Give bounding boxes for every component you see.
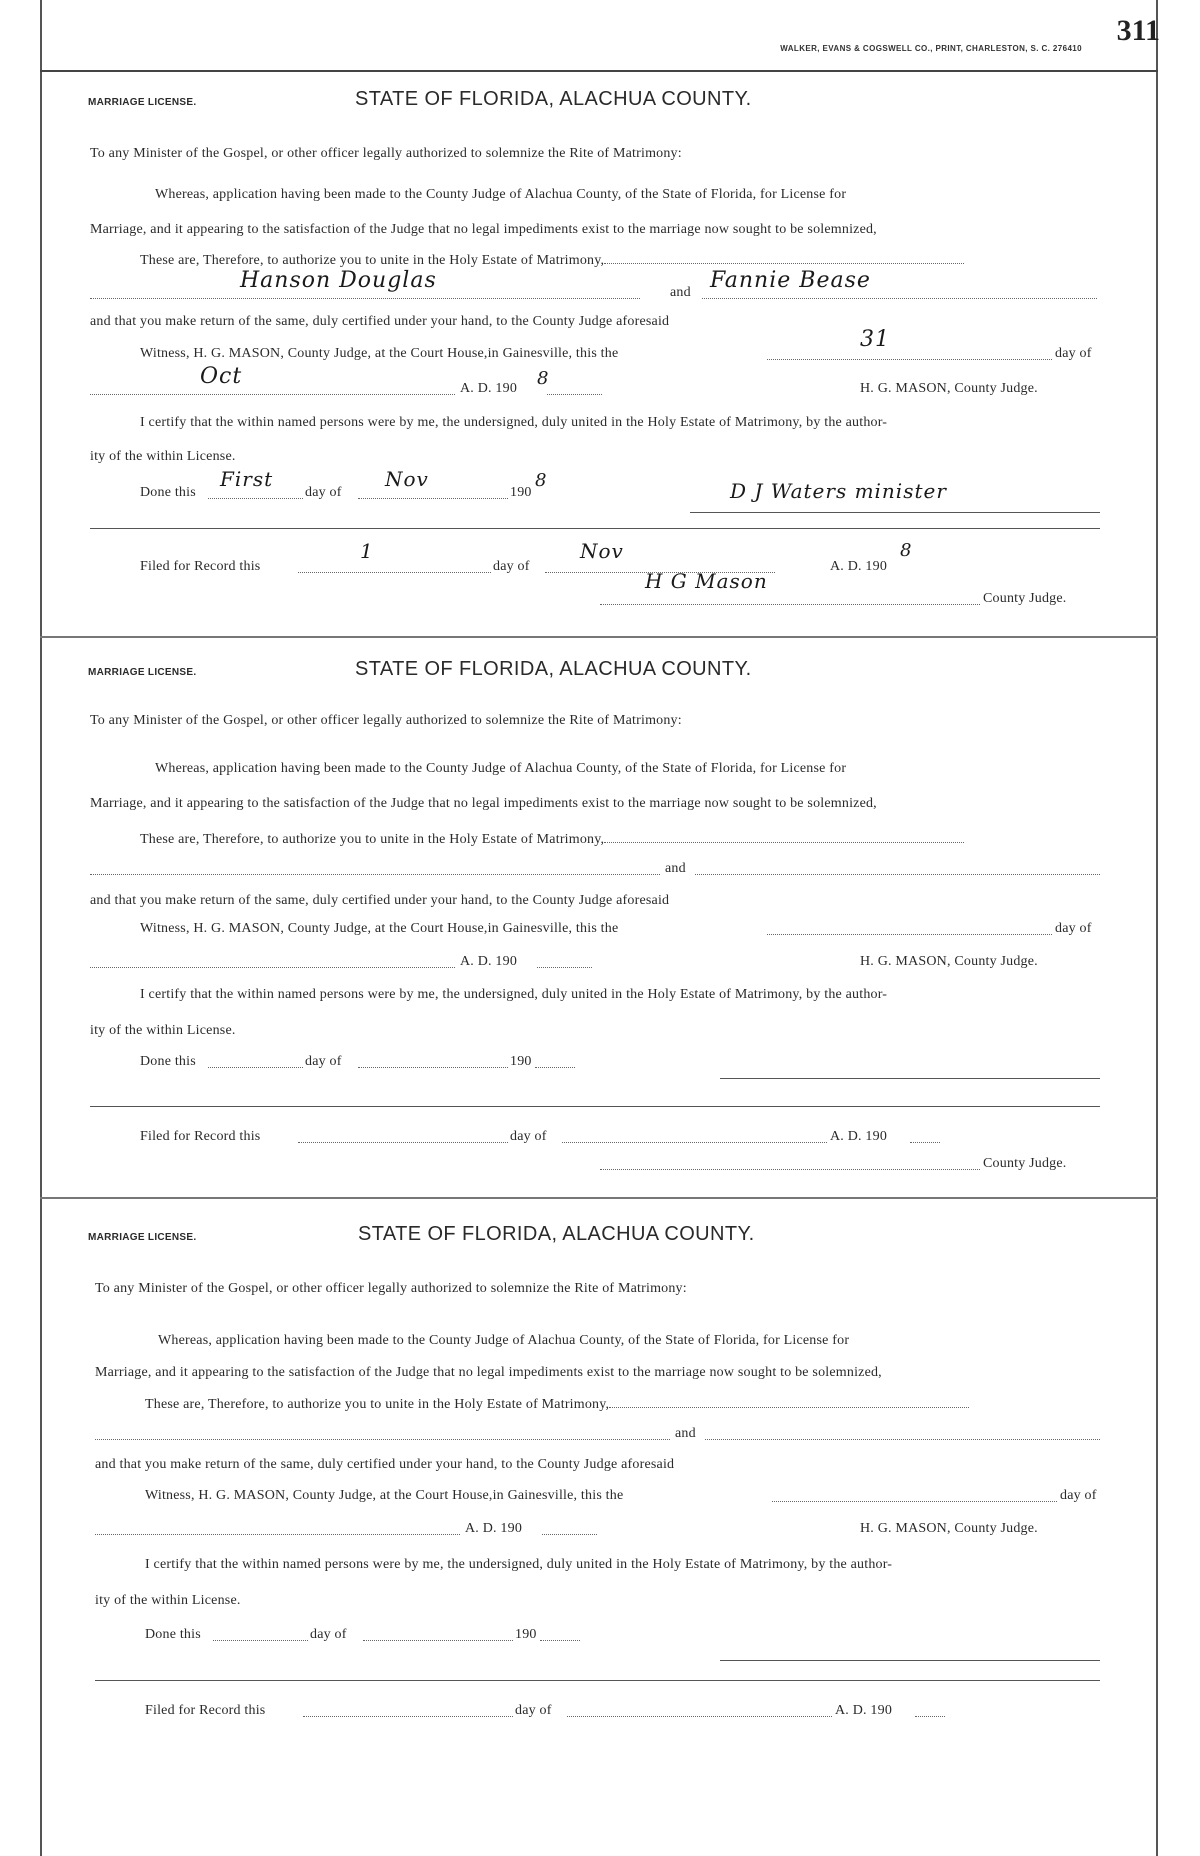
certify-line-1: I certify that the within named persons were by me, the undersigned, duly united in the Holy Estate of Matrimony, by the author- — [145, 1557, 893, 1572]
to-minister-text: To any Minister of the Gospel, or other officer legally authorized to solemnize the Rite of Matrimony: — [90, 146, 682, 161]
return-text: and that you make return of the same, duly certified under your hand, to the County Judge aforesaid — [90, 314, 670, 329]
filed-ad: A. D. 190 — [830, 559, 888, 574]
license-title: STATE OF FLORIDA, ALACHUA COUNTY. — [358, 1223, 755, 1245]
ad-label: A. D. 190 — [460, 381, 518, 396]
names-line — [90, 860, 1100, 882]
judge-label: H. G. MASON, County Judge. — [860, 954, 1038, 969]
and-label: and — [675, 1426, 696, 1441]
filed-month: Nov — [580, 539, 624, 563]
certify-line-2: ity of the within License. — [90, 449, 236, 464]
witness-line-2 — [95, 1520, 1100, 1542]
divider-rule — [95, 1680, 1100, 1681]
names-line — [90, 268, 1100, 306]
and-label: and — [670, 285, 691, 300]
done-day-of: day of — [305, 485, 342, 500]
page-number: 311 — [1116, 14, 1160, 47]
filed-year-digit: 8 — [900, 540, 913, 561]
county-judge-label: County Judge. — [983, 1156, 1067, 1171]
filed-day-of: day of — [510, 1129, 547, 1144]
license-title: STATE OF FLORIDA, ALACHUA COUNTY. — [355, 658, 752, 680]
witness-day: 31 — [860, 327, 890, 352]
day-of-label: day of — [1055, 921, 1092, 936]
ad-label: A. D. 190 — [465, 1521, 523, 1536]
witness-line-2 — [90, 364, 1100, 406]
filed-label: Filed for Record this — [140, 1129, 261, 1144]
filed-day: 1 — [360, 539, 374, 563]
witness-line — [145, 1487, 1105, 1509]
divider-rule — [90, 1106, 1100, 1107]
license-label: MARRIAGE LICENSE. — [88, 667, 197, 678]
printer-imprint: WALKER, EVANS & COGSWELL CO., PRINT, CHARLESTON, S. C. 276410 — [780, 44, 1082, 53]
filed-day-of: day of — [493, 559, 530, 574]
done-day-of: day of — [310, 1627, 347, 1642]
officiant-line — [720, 1078, 1100, 1079]
witness-line-2 — [90, 953, 1100, 975]
day-of-label: day of — [1060, 1488, 1097, 1503]
license-separator — [40, 636, 1158, 638]
done-label: Done this — [145, 1627, 201, 1642]
done-line — [140, 467, 1100, 508]
names-line — [95, 1425, 1100, 1447]
witness-text: Witness, H. G. MASON, County Judge, at the Court House,in Gainesville, this the — [145, 1488, 624, 1503]
whereas-line-2: Marriage, and it appearing to the satisfaction of the Judge that no legal impediments exist to the marriage now sought to be solemnized, — [90, 222, 877, 237]
license-title: STATE OF FLORIDA, ALACHUA COUNTY. — [355, 88, 752, 110]
whereas-line-1: Whereas, application having been made to the County Judge of Alachua County, of the State of Florida, for License for — [155, 761, 847, 776]
officiant-line — [690, 512, 1100, 513]
done-line — [145, 1626, 1105, 1648]
certify-line-2: ity of the within License. — [95, 1593, 241, 1608]
whereas-line-2: Marriage, and it appearing to the satisfaction of the Judge that no legal impediments exist to the marriage now sought to be solemnized, — [95, 1365, 882, 1380]
witness-line — [140, 327, 1105, 369]
to-minister-text: To any Minister of the Gospel, or other officer legally authorized to solemnize the Rite of Matrimony: — [90, 713, 682, 728]
and-label: and — [665, 861, 686, 876]
day-of-label: day of — [1055, 346, 1092, 361]
these-are-label: These are, Therefore, to authorize you to unite in the Holy Estate of Matrimony, — [140, 253, 605, 268]
license-label: MARRIAGE LICENSE. — [88, 97, 197, 108]
done-day: First — [220, 467, 274, 491]
filed-label: Filed for Record this — [145, 1703, 266, 1718]
filed-ad: A. D. 190 — [830, 1129, 888, 1144]
certify-line-1: I certify that the within named persons were by me, the undersigned, duly united in the Holy Estate of Matrimony, by the author- — [140, 987, 888, 1002]
officiant-line — [720, 1660, 1100, 1661]
judge-label: H. G. MASON, County Judge. — [860, 381, 1038, 396]
witness-month: Oct — [200, 364, 243, 389]
officiant-signature: D J Waters minister — [730, 479, 947, 503]
witness-text: Witness, H. G. MASON, County Judge, at the Court House,in Gainesville, this the — [140, 921, 619, 936]
judge-label: H. G. MASON, County Judge. — [860, 1521, 1038, 1536]
witness-text: Witness, H. G. MASON, County Judge, at the Court House,in Gainesville, this the — [140, 346, 619, 361]
county-judge-line — [600, 569, 1100, 610]
whereas-line-2: Marriage, and it appearing to the satisfaction of the Judge that no legal impediments exist to the marriage now sought to be solemnized, — [90, 796, 877, 811]
whereas-line-1: Whereas, application having been made to the County Judge of Alachua County, of the State of Florida, for License for — [158, 1333, 850, 1348]
done-year-digit: 8 — [535, 470, 548, 491]
return-text: and that you make return of the same, duly certified under your hand, to the County Judge aforesaid — [95, 1457, 675, 1472]
groom-name: Hanson Douglas — [240, 268, 437, 293]
these-are-text — [140, 830, 964, 849]
done-label: Done this — [140, 485, 196, 500]
done-line — [140, 1053, 1100, 1075]
judge-signature: H G Mason — [645, 569, 768, 593]
header-rule — [40, 70, 1158, 72]
filed-label: Filed for Record this — [140, 559, 261, 574]
ad-label: A. D. 190 — [460, 954, 518, 969]
filed-line — [140, 539, 940, 578]
done-year: 190 — [515, 1627, 537, 1642]
witness-year: 8 — [537, 368, 550, 389]
to-minister-text: To any Minister of the Gospel, or other officer legally authorized to solemnize the Rite of Matrimony: — [95, 1281, 687, 1296]
these-are-text — [145, 1395, 969, 1414]
county-judge-line — [600, 1155, 1100, 1177]
license-label: MARRIAGE LICENSE. — [88, 1232, 197, 1243]
done-label: Done this — [140, 1054, 196, 1069]
certify-line-1: I certify that the within named persons were by me, the undersigned, duly united in the Holy Estate of Matrimony, by the author- — [140, 415, 888, 430]
done-year: 190 — [510, 1054, 532, 1069]
filed-line — [140, 1128, 940, 1150]
filed-day-of: day of — [515, 1703, 552, 1718]
county-judge-label: County Judge. — [983, 591, 1067, 606]
filed-line — [145, 1702, 945, 1724]
license-separator — [40, 1197, 1158, 1199]
done-day-of: day of — [305, 1054, 342, 1069]
witness-line — [140, 920, 1105, 942]
these-are-label: These are, Therefore, to authorize you to unite in the Holy Estate of Matrimony, — [140, 832, 605, 847]
bride-name: Fannie Bease — [710, 268, 871, 293]
filed-ad: A. D. 190 — [835, 1703, 893, 1718]
return-text: and that you make return of the same, duly certified under your hand, to the County Judge aforesaid — [90, 893, 670, 908]
certify-line-2: ity of the within License. — [90, 1023, 236, 1038]
divider-rule — [90, 528, 1100, 529]
done-year: 190 — [510, 485, 532, 500]
whereas-line-1: Whereas, application having been made to the County Judge of Alachua County, of the State of Florida, for License for — [155, 187, 847, 202]
done-month: Nov — [385, 467, 429, 491]
these-are-label: These are, Therefore, to authorize you to unite in the Holy Estate of Matrimony, — [145, 1397, 610, 1412]
